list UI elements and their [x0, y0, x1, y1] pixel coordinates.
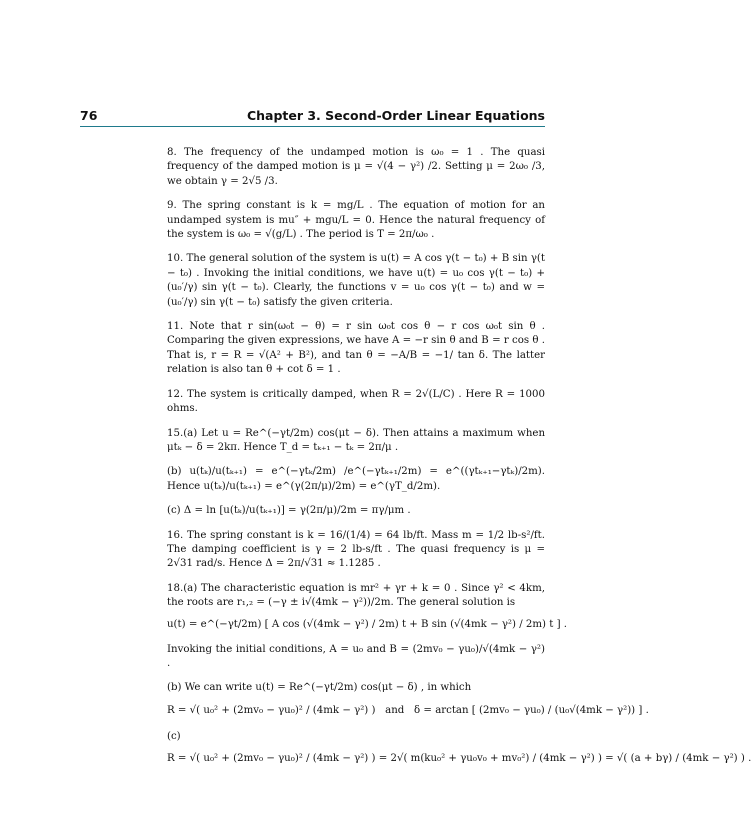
solution-10: 10. The general solution of the system is u(t) = A cos γ(t − t₀) + B sin γ(t − t₀) . Invoking the initial conditions, we have u(t) = u₀ cos γ(t − t₀) + (u₀′/γ) sin γ(t − t₀). Clearly, the functions v = u₀ cos γ(t − t₀) and w = (u₀′/γ) sin γ(t − t₀) satisfy the given criteria. [167, 253, 545, 308]
page-header [80, 108, 545, 128]
solutions-body [167, 146, 751, 778]
solution-18c-label: (c) [167, 730, 181, 742]
solution-15b: (b) u(tₖ)/u(tₖ₊₁) = e^(−γtₖ/2m) /e^(−γtₖ₊₁/2m) = e^((γtₖ₊₁−γtₖ)/2m). Hence u(tₖ)/u(tₖ₊₁) = e^(γ(2π/μ)/2m) = e^(γT_d/2m). [167, 466, 545, 492]
solution-15a: 15.(a) Let u = Re^(−γt/2m) cos(μt − δ). Then attains a maximum when μtₖ − δ = 2kπ. Hence T_d = tₖ₊₁ − tₖ = 2π/μ . [167, 427, 545, 453]
solution-15c: (c) Δ = ln [u(tₖ)/u(tₖ₊₁)] = γ(2π/μ)/2m = πγ/μm . [167, 505, 411, 517]
solution-18a-initial-conditions: Invoking the initial conditions, A = u₀ and B = (2mv₀ − γu₀)/√(4mk − γ²) . [167, 643, 545, 669]
solution-12: 12. The system is critically damped, when R = 2√(L/C) . Here R = 1000 ohms. [167, 388, 545, 415]
solution-16: 16. The spring constant is k = 16/(1/4) = 64 lb/ft. Mass m = 1/2 lb-s²/ft. The damping coefficient is γ = 2 lb-s/ft . The quasi frequency is μ = 2√31 rad/s. Hence Δ = 2π/√31 ≈ 1.1285 . [167, 529, 545, 570]
equation-18a: u(t) = e^(−γt/2m) [ A cos (√(4mk − γ²) / 2m) t + B sin (√(4mk − γ²) / 2m) t ] . [167, 618, 568, 630]
solution-18b: (b) We can write u(t) = Re^(−γt/2m) cos(μt − δ) , in which [167, 682, 472, 694]
solution-11: 11. Note that r sin(ω₀t − θ) = r sin ω₀t cos θ − r cos ω₀t sin θ . Comparing the given expressions, we have A = −r sin θ and B = r cos θ . That is, r = R = √(A² + B²), and tan θ = −A/B = −1/ tan δ. The latter relation is also tan θ + cot δ = 1 . [167, 321, 545, 376]
equation-18b: R = √( u₀² + (2mv₀ − γu₀)² / (4mk − γ²) ) and δ = arctan [ (2mv₀ − γu₀) / (u₀√(4mk − γ²)) ] . [167, 704, 649, 716]
chapter-title: Chapter 3. Second-Order Linear Equations [246, 108, 545, 123]
solution-8: 8. The frequency of the undamped motion is ω₀ = 1 . The quasi frequency of the damped motion is μ = √(4 − γ²) /2. Setting μ = 2ω₀ /3, we obtain γ = 2√5 /3. [167, 147, 545, 187]
equation-18c: R = √( u₀² + (2mv₀ − γu₀)² / (4mk − γ²) ) = 2√( m(ku₀² + γu₀v₀ + mv₀²) / (4mk − γ²) ) = √( (a + bγ) / (4mk − γ²) ) . [167, 753, 751, 765]
solution-9: 9. The spring constant is k = mg/L . The equation of motion for an undamped system is mu″ + mgu/L = 0. Hence the natural frequency of the system is ω₀ = √(g/L) . The period is T = 2π/ω₀ . [167, 200, 545, 241]
page-number: 76 [80, 108, 98, 123]
solution-18a: 18.(a) The characteristic equation is mr² + γr + k = 0 . Since γ² < 4km, the roots are r₁,₂ = (−γ ± i√(4mk − γ²))/2m. The general solution is [167, 582, 545, 609]
header-rule [80, 126, 545, 127]
